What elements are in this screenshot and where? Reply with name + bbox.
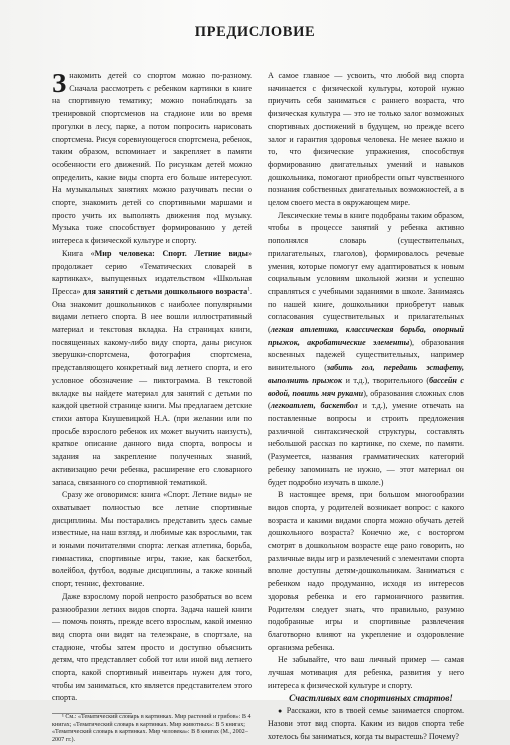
footnote-1: ¹ См.: «Тематический словарь в картинках. Мир растений и грибов»: В 4 книгах; «Тематический словарь в картинках. Мир животных»: В 5 книгах; «Тематический словарь в картинках. Мир человека»: В 8 книгах (М., 2002–2007 гг.). xyxy=(52,714,251,743)
example-bold-italic: забить гол, передать эстафету, выполнить прыжок xyxy=(268,363,464,385)
disclaimer-paragraph: Сразу же оговоримся: книга «Спорт. Летние виды» не охватывает полностью все летние спортивные дисциплины. Мы постарались представить здесь самые известные, на наш взгляд, и любимые как взрослыми, так и юными почитателями спорта: легкая атлетика, борьба, гимнастика, спортивные игры, такие, как баскетбол, волейбол, футбол, водные дисциплины, а также конный спорт, теннис, фехтование. xyxy=(52,490,252,589)
book-title-bold: Мир человека: Спорт. Летние виды xyxy=(94,248,248,258)
footnote-marker: 1 xyxy=(247,286,250,293)
text-span: ), образования косвенных падежей существительных, например винительного ( xyxy=(268,337,465,373)
text-span: » продолжает серию «Тематических словарей в картинках», выпущенных издательством «Школьная Пресса» xyxy=(52,248,252,296)
lexical-paragraph xyxy=(268,210,464,489)
intro-paragraph xyxy=(52,70,252,248)
question-paragraph xyxy=(268,705,464,743)
physical-culture-paragraph: А самое главное — усвоить, что любой вид спорта начинается с физической культуры, которой нужно приучить себя заниматься с раннего возраста, что физическая культура — это не только залог возможных спортивных достижений в будущем, но прежде всего залог и гарантия здоровья человека. Не менее важно и то, что физические упражнения, способствуя формированию двигательных умений и навыков дошкольника, помогают приобрести опыт чувственного познания собственных двигательных возможностей, а в целом своего места в окружающем мире. xyxy=(268,71,464,208)
right-column xyxy=(268,70,465,741)
question-text: Расскажи, кто в твоей семье занимается спортом. Назови этот вид спорта. Каким из видов спорта тебе хотелось бы заниматься, когда ты вырастешь? Почему? xyxy=(268,706,464,741)
difficulty-paragraph: Даже взрослому порой непросто разобраться во всем разнообразии летних видов спорта. Задача нашей книги — помочь понять, прежде всего взрослым, какой именно вид спорта они видят на телеэкране, в спортзале, на стадионе, чтобы затем просто и доступно объяснить детям, что представляет собой тот или иной вид летнего спорта, какой спортивный инвентарь нужен для того, чтобы им заниматься, кто является представителем этого спорта. xyxy=(52,591,252,703)
footnotes xyxy=(52,714,252,744)
drop-cap: З xyxy=(52,68,67,98)
text-span: Лексические темы в книге подобраны таким образом, чтобы в процессе занятий у ребенка активно пополнялся словарь (существительных, прилагательных, глаголов), формировалось речевые умения, которые помогут ему адаптироваться к новым социальным условиям школьной жизни и успешно справляться с учебными заданиями в школе. Занимаясь по нашей книге, дошкольники приобретут навык согласования существительных и прилагательных ( xyxy=(268,210,464,335)
text-span: и т.д.), умение отвечать на поставленные вопросы и строить предложения различной синтаксической структуры, составлять небольшой рассказ по картинке, по схеме, по памяти. (Разумеется, названия грамматических категорий ребенку запоминать не нужно, — этот материал он будет подробно изучать в школе.) xyxy=(268,401,464,487)
page-title: ПРЕДИСЛОВИЕ xyxy=(194,24,316,40)
example-paragraph: Не забывайте, что ваш личный пример — самая лучшая мотивация для ребенка, развития у него интереса к физической культуре и спорту. xyxy=(268,655,464,690)
text-span: . Она знакомит дошкольников с наиболее популярными видами летнего спорта. В нее вошли иллюстративный материал и текстовая вкладка. На страницах книги, посвященных какому-либо виду спорта, даны рисунок зверушки-спортсмена, фотография спортсмена, представляющего конкретный вид летнего спорта, и его условное обозначение — пиктограмма. В текстовой вкладке вы найдете материал для занятий с детьми по каждой цветной странице книги. Мы предлагаем детские стихи автора Кнушевицкой Н.А. (при желании или по просьбе взрослого ребенок их может выучить наизусть), краткое описание данного вида спорта, вопросы и задания на закрепление полученных знаний, активизацию речи ребенка, расширение его словарного запаса, связанного со спортивной тематикой. xyxy=(52,286,252,487)
text-span: Книга « xyxy=(62,248,95,258)
intro-text: накомить детей со спортом можно по-разному. Сначала рассмотреть с ребенком картинки в книге на спортивную тематику; можно понаблюдать за тренировкой спортсменов на стадионе или во время прогулки в лесу, парке, а потом попросить нарисовать спортсмена. Рисуя соревнующегося спортсмена, ребенок, таким образом, вспоминает и закрепляет в памяти особенности его движений. По рисункам детей можно определить, какие виды спорта его больше интересуют. На музыкальных занятиях можно разучивать песни о спорте, знакомить детей со спортивными маршами и просто учить их выполнять движения под музыку. Музыка тоже способствует формированию у детей интереса к физической культуре и спорту. xyxy=(52,71,252,246)
age-group-bold: для занятий с детьми дошкольного возраста xyxy=(82,286,248,296)
age-paragraph: В настоящее время, при большом многообразии видов спорта, у родителей возникает вопрос: с какого возраста и какими видами спорта можно обучать детей дошкольного возраста? Конечно же, с восторгом смотрят в дошкольном возрасте еще рано говорить, но различные виды игр и развлечений с элементами спорта вполне доступны детям-дошкольникам. Заниматься с ребенком надо продуманно, исходя из интересов здоровья ребенка и его гармоничного развития. Родителям следует знать, что правильно, разумно подобранные игры и спортивные развлечения благотворно влияют на укрепление и оздоровление организма ребенка. xyxy=(268,490,464,652)
text-span: и т.д.), творительного ( xyxy=(342,375,430,385)
text-span: ), образования сложных слов ( xyxy=(268,388,464,411)
example-bold-italic: легкоатлет, баскетбол xyxy=(270,401,358,411)
example-bold-italic: легкая атлетика, классическая борьба, опорный прыжок, акробатические элементы xyxy=(268,325,464,347)
left-column xyxy=(52,68,252,743)
wish-heading: Счастливых вам спортивных стартов! xyxy=(289,693,453,704)
bullet-icon: ● xyxy=(278,707,284,716)
example-bold-italic: бассейн с водой, повить мяч руками xyxy=(268,375,464,398)
book-description-paragraph xyxy=(52,248,252,489)
